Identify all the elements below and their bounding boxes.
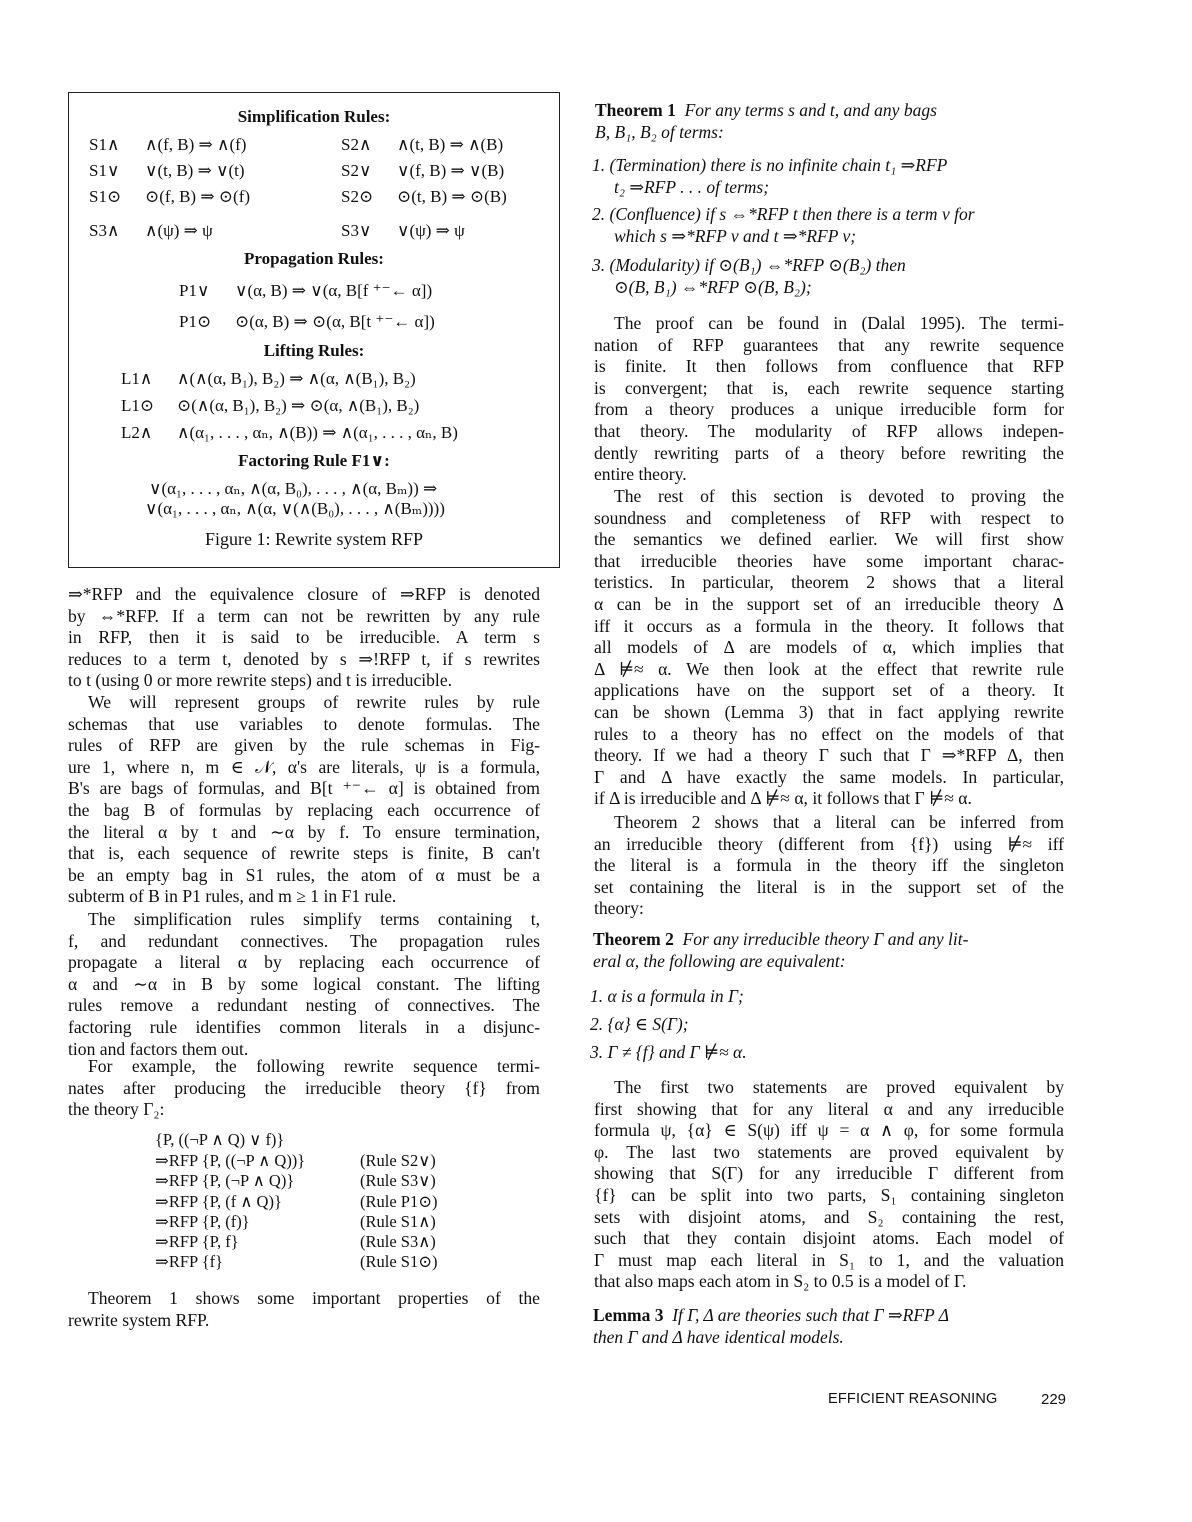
rule-body: ∨(t, B) ⇒ ∨(t): [145, 161, 245, 180]
rule-body: ∧(∧(α, B₁), B₂) ⇒ ∧(α, ∧(B₁), B₂): [177, 369, 416, 388]
derivation-term: {P, ((¬P ∧ Q) ∨ f)}: [155, 1130, 285, 1149]
paragraph-rule-descriptions: The simplification rules simplify terms containing t, f, and redundant connectives. The propagation rules propagate a literal α by replacing each occurrence of α and ∼α in B by some logical constant. The lifting rules remove a redundant nesting of connectives. The factoring rule identifies common literals in a disjunc- tion and factors them out.: [68, 909, 540, 1059]
paragraph-rule-schemas: We will represent groups of rewrite rules by rule schemas that use variables to denote formulas. The rules of RFP are given by the rule schemas in Fig- ure 1, where n, m ∈ 𝒩, α's are literals, ψ is a formula, B's are bags of formulas, and B[t ⁺⁻← α] is obtained from the bag B of formulas by replacing each occurrence of the literal α by t and ∼α by f. To ensure termination, that is, each sequence of rewrite steps is finite, B can't be an empty bag in S1 rules, the atom of α must be a subterm of B in P1 rules, and m ≥ 1 in F1 rule.: [68, 692, 540, 907]
derivation-term: ⇒RFP {P, (¬P ∧ Q)}: [155, 1171, 295, 1190]
rule-body: ⊙(∧(α, B₁), B₂) ⇒ ⊙(α, ∧(B₁), B₂): [177, 396, 420, 415]
running-head: EFFICIENT REASONING: [828, 1391, 998, 1407]
figure-caption: Figure 1: Rewrite system RFP: [204, 529, 423, 549]
derivation-term: ⇒RFP {P, (f)}: [155, 1212, 250, 1231]
rule-body: ⊙(α, B) ⇒ ⊙(α, B[t ⁺⁻← α]): [235, 312, 435, 331]
paragraph-theorem1-intro: Theorem 1 shows some important properties of the rewrite system RFP.: [68, 1288, 540, 1330]
derivation-term: ⇒RFP {P, (f ∧ Q)}: [155, 1192, 282, 1211]
rule-name: S2∨: [341, 161, 372, 180]
rule-body: ∧(f, B) ⇒ ∧(f): [145, 135, 247, 154]
rule-name: L1∧: [121, 369, 153, 388]
rule-body: ∨(α, B) ⇒ ∨(α, B[f ⁺⁻← α]): [235, 281, 433, 300]
rule-name: S2⊙: [341, 187, 374, 206]
rule-body: ⊙(t, B) ⇒ ⊙(B): [397, 187, 507, 206]
rule-name: S3∨: [341, 221, 372, 240]
rule-name: S2∧: [341, 135, 372, 154]
simplification-heading: Simplification Rules:: [237, 107, 391, 126]
page-number: 229: [1041, 1391, 1067, 1408]
theorem1-item-confluence: 2. (Confluence) if s ⇔*RFP t then there is a term v for which s ⇒*RFP v and t ⇒*RFP v;: [592, 204, 975, 246]
theorem-1: Theorem 1 For any terms s and t, and any bags B, B₁, B₂ of terms:: [595, 100, 937, 142]
rule-body: ∧(ψ) ⇒ ψ: [145, 221, 213, 240]
rule-name: P1⊙: [179, 312, 212, 331]
theorem1-item-termination: 1. (Termination) there is no infinite chain t₁ ⇒RFP t₂ ⇒RFP . . . of terms;: [592, 155, 948, 197]
derivation-rule: (Rule S1∧): [360, 1212, 436, 1231]
lemma-3: Lemma 3 If Γ, Δ are theories such that Γ ⇒RFP Δ then Γ and Δ have identical models.: [593, 1305, 950, 1347]
rule-name: S1∧: [89, 135, 120, 154]
derivation-rule: (Rule S1⊙): [360, 1252, 438, 1271]
rule-name: L2∧: [121, 423, 153, 442]
theorem2-item: 2. {α} ∈ S(Γ);: [590, 1014, 689, 1034]
factoring-rule-line: ∨(α₁, . . . , αₙ, ∧(α, B₀), . . . , ∧(α, Bₘ)) ⇒: [149, 479, 438, 498]
paragraph-proof-sketch: The first two statements are proved equivalent by first showing that for any literal α and any irreducible formula ψ, {α} ∈ S(ψ) iff ψ = α ∧ φ, for some formula φ. The last two statements are proved equivalent by showing that S(Γ) for any irreducible Γ different from {f} can be split into two parts, S₁ containing singleton sets with disjoint atoms, and S₂ containing the rest, such that they contain disjoint atoms. Each model of Γ must map each literal in S₁ to 1, and the valuation that also maps each atom in S₂ to 0.5 is a model of Γ.: [594, 1077, 1064, 1292]
factoring-heading: Factoring Rule F1∨:: [238, 451, 390, 470]
propagation-heading: Propagation Rules:: [244, 249, 384, 268]
paragraph-proof-termination: The proof can be found in (Dalal 1995). The termi- nation of RFP guarantees that any rewrite sequence is finite. It then follows from confluence that RFP is convergent; that is, each rewrite sequence starting from a theory produces a unique irreducible form for that theory. The modularity of RFP allows indepen- dently rewriting parts of a theory before rewriting the entire theory.: [594, 313, 1064, 485]
lemma-label: Lemma 3: [593, 1305, 664, 1325]
rule-name: S3∧: [89, 221, 120, 240]
paragraph-example: For example, the following rewrite sequence termi- nates after producing the irreducible theory {f} from the theory Γ₂:: [68, 1056, 540, 1120]
rule-body: ∨(f, B) ⇒ ∨(B): [397, 161, 505, 180]
theorem-label: Theorem 2: [593, 929, 674, 949]
derivation-term: ⇒RFP {P, f}: [155, 1232, 239, 1251]
theorem2-item: 3. Γ ≠ {f} and Γ ⊭≈ α.: [590, 1042, 747, 1062]
paragraph-rfp-closure: ⇒*RFP and the equivalence closure of ⇒RFP is denoted by ⇔*RFP. If a term can not be rewritten by any rule in RFP, then it is said to be irreducible. A term s reduces to a term t, denoted by s ⇒!RFP t, if s rewrites to t (using 0 or more rewrite steps) and t is irreducible.: [68, 584, 540, 691]
derivation-rule: (Rule S2∨): [360, 1151, 436, 1170]
figure-1-box: [68, 92, 560, 568]
derivation-rule: (Rule S3∨): [360, 1171, 436, 1190]
factoring-rule-line: ∨(α₁, . . . , αₙ, ∧(α, ∨(∧(B₀), . . . , ∧(Bₘ)))): [145, 499, 445, 518]
rule-name: L1⊙: [121, 396, 155, 415]
lifting-heading: Lifting Rules:: [263, 341, 365, 360]
derivation-term: ⇒RFP {P, ((¬P ∧ Q))}: [155, 1151, 306, 1170]
theorem-label: Theorem 1: [595, 100, 676, 120]
derivation-rule: (Rule S3∧): [360, 1232, 436, 1251]
derivation-rule: (Rule P1⊙): [360, 1192, 438, 1211]
paragraph-theorem2-intro: Theorem 2 shows that a literal can be inferred from an irreducible theory (different from {f}) using ⊭≈ iff the literal is a formula in the theory iff the singleton set containing the literal is in the support set of the theory:: [594, 812, 1064, 919]
rule-name: P1∨: [179, 281, 210, 300]
rule-body: ⊙(f, B) ⇒ ⊙(f): [145, 187, 251, 206]
derivation-term: ⇒RFP {f}: [155, 1252, 224, 1271]
rule-name: S1∨: [89, 161, 120, 180]
theorem-2: Theorem 2 For any irreducible theory Γ and any lit- eral α, the following are equivalent:: [593, 929, 969, 971]
rule-name: S1⊙: [89, 187, 122, 206]
theorem2-item: 1. α is a formula in Γ;: [590, 986, 744, 1006]
theorem1-item-modularity: 3. (Modularity) if ⊙(B₁) ⇔*RFP ⊙(B₂) then ⊙(B, B₁) ⇔*RFP ⊙(B, B₂);: [592, 255, 906, 297]
rewrite-derivation: [155, 1130, 455, 1270]
rule-body: ∨(ψ) ⇒ ψ: [397, 221, 465, 240]
paragraph-soundness: The rest of this section is devoted to proving the soundness and completeness of RFP with respect to the semantics we defined earlier. We will first show that irreducible theories have some important charac- teristics. In particular, theorem 2 shows that a literal α can be in the support set of an irreducible theory Δ iff it occurs as a formula in the theory. It follows that all models of Δ are models of α, which implies that Δ ⊭≈ α. We then look at the effect that rewrite rule applications have on the support set of a theory. It can be shown (Lemma 3) that in fact applying rewrite rules to a theory has no effect on the models of that theory. If we had a theory Γ such that Γ ⇒*RFP Δ, then Γ and Δ have exactly the same models. In particular, if Δ is irreducible and Δ ⊭≈ α, it follows that Γ ⊭≈ α.: [594, 486, 1064, 809]
rule-body: ∧(α₁, . . . , αₙ, ∧(B)) ⇒ ∧(α₁, . . . , αₙ, B): [177, 423, 458, 442]
rule-body: ∧(t, B) ⇒ ∧(B): [397, 135, 504, 154]
